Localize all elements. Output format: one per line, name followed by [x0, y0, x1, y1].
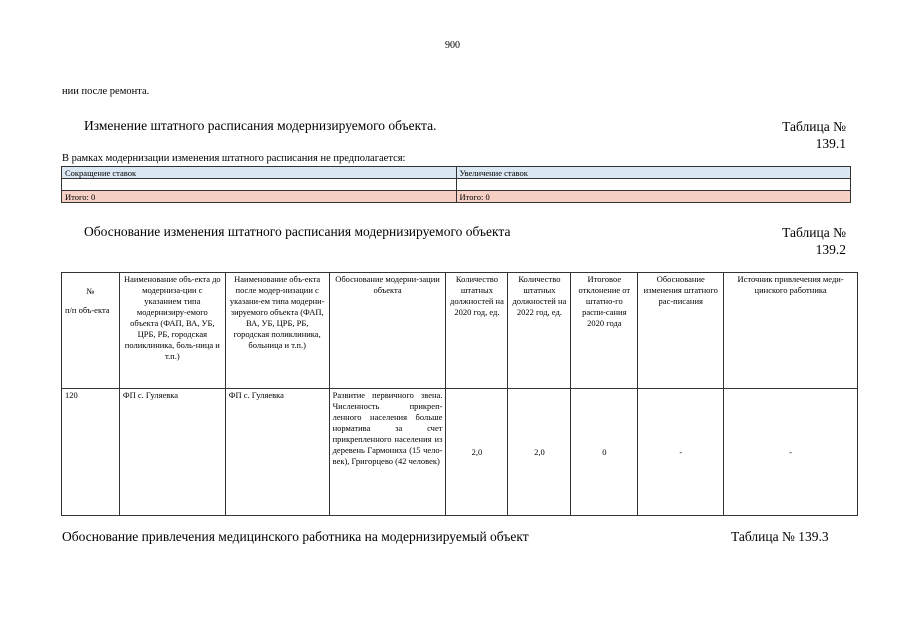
column-header-count-2022: Количество штатных должностей на 2022 год, ед. [508, 273, 571, 389]
table-number-label: Таблица № [782, 119, 846, 134]
row-deviation: 0 [571, 389, 638, 516]
column-header-reduction: Сокращение ставок [62, 167, 457, 179]
table-cell [62, 179, 457, 191]
table-row [62, 389, 858, 516]
section-title-staffing-justification: Обоснование изменения штатного расписания модернизируемого объекта [84, 224, 511, 239]
staffing-justification-table [61, 272, 858, 516]
table-number-139-1 [740, 118, 846, 152]
total-increase: Итого: 0 [456, 191, 851, 203]
table-number-label: Таблица № [782, 225, 846, 240]
number-label: п/п объ-екта [65, 305, 110, 315]
number-sign: № [86, 286, 95, 296]
row-count-2020: 2,0 [446, 389, 508, 516]
column-header-increase: Увеличение ставок [456, 167, 851, 179]
table-header-row [62, 273, 858, 389]
table-number-139-2 [740, 224, 846, 258]
section-title-staff-attraction: Обоснование привлечения медицинского работника на модернизируемый объект [62, 529, 529, 544]
staffing-change-table [61, 166, 851, 203]
column-header-change-reason: Обоснование изменения штатного рас-писания [638, 273, 724, 389]
column-header-number [62, 273, 120, 389]
table-number-139-3: Таблица № 139.3 [731, 529, 829, 544]
continued-text: нии после ремонта. [62, 86, 150, 97]
row-source: - [724, 389, 858, 516]
total-reduction: Итого: 0 [62, 191, 457, 203]
row-change-reason: - [638, 389, 724, 516]
table-header-row [62, 167, 851, 179]
column-header-source: Источник привлечения меди-цинского работника [724, 273, 858, 389]
row-justification: Развитие первичного звена. Численность прикреп-ленного населения больше норматива за счет прикрепленного населения из деревень Гармониха (15 чело-век), Григорцево (42 человек) [329, 389, 446, 516]
page-number: 900 [445, 40, 460, 51]
column-header-name-before: Наименование объ-екта до модерниза-ции с указанием типа модернизиру-емого объекта (ФАП, ВА, УБ, ЦРБ, РБ, городская поликлиника, боль-ница и т.п.) [119, 273, 225, 389]
table-number-value: 139.1 [815, 136, 846, 151]
row-name-before: ФП с. Гуляевка [119, 389, 225, 516]
section-title-staffing-change: Изменение штатного расписания модернизируемого объекта. [84, 118, 437, 133]
table-number-value: 139.2 [815, 242, 846, 257]
column-header-deviation: Итоговое отклонение от штатно-го распи-сания 2020 года [571, 273, 638, 389]
row-count-2022: 2,0 [508, 389, 571, 516]
table-row [62, 179, 851, 191]
table-cell [456, 179, 851, 191]
row-name-after: ФП с. Гуляевка [225, 389, 329, 516]
column-header-count-2020: Количество штатных должностей на 2020 год, ед. [446, 273, 508, 389]
row-number: 120 [62, 389, 120, 516]
staffing-note: В рамках модернизации изменения штатного расписания не предполагается: [62, 153, 406, 164]
totals-row [62, 191, 851, 203]
column-header-name-after: Наименование объ-екта после модер-низации с указани-ем типа модерни-зируемого объекта (ФАП, ВА, УБ, ЦРБ, РБ, городская поликлиника, больница и т.п.) [225, 273, 329, 389]
column-header-justification: Обоснование модерни-зации объекта [329, 273, 446, 389]
